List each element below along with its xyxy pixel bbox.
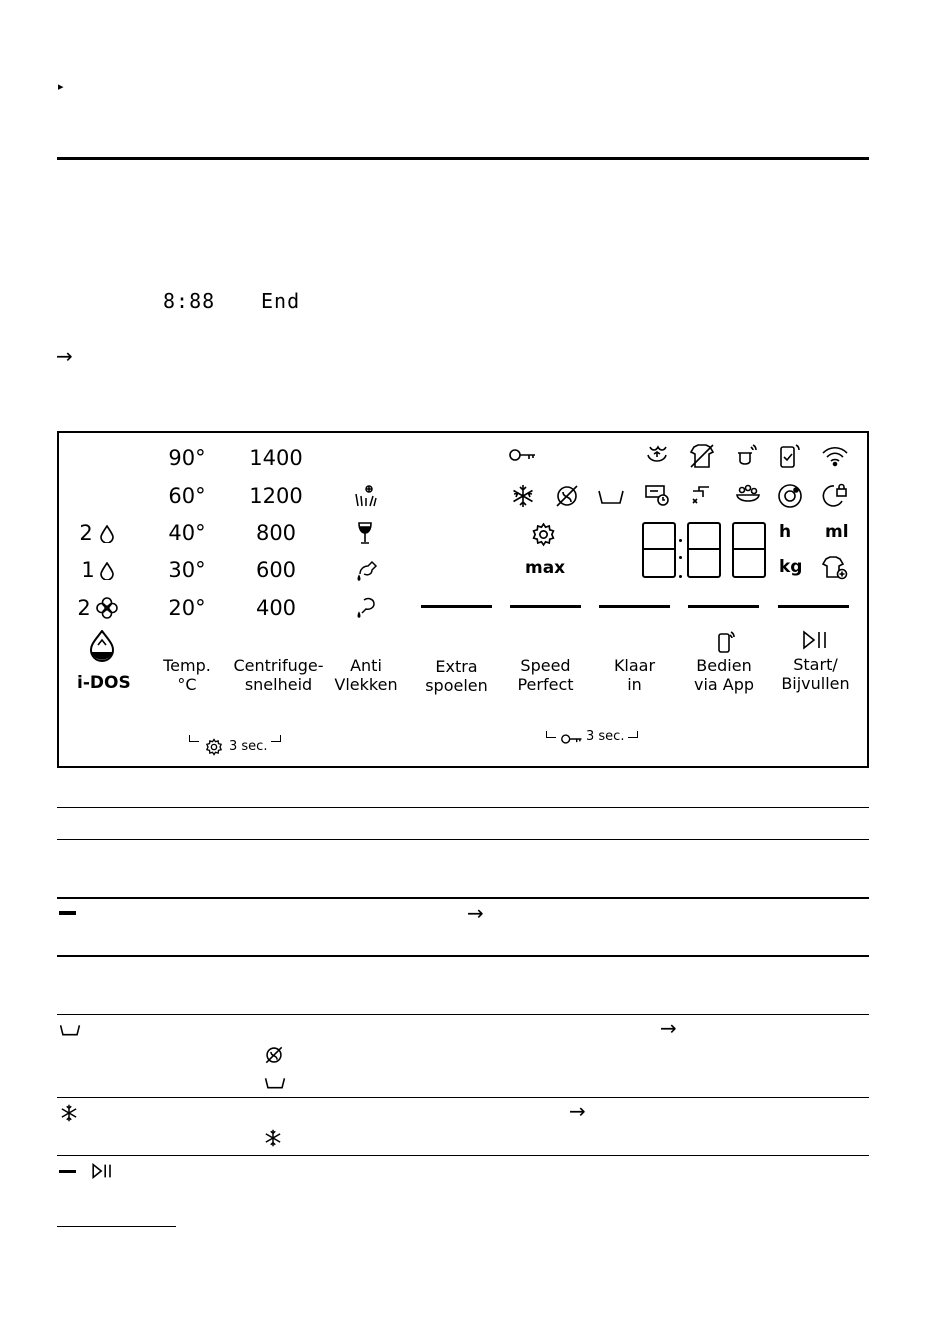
temp-90[interactable]: 90° xyxy=(168,446,206,470)
drum-clean-icon xyxy=(777,483,803,509)
wine-stain-icon xyxy=(356,521,374,545)
play-pause-icon xyxy=(91,1163,113,1179)
stain-button-label[interactable]: Anti Vlekken xyxy=(334,656,398,694)
spin-400[interactable]: 400 xyxy=(255,596,297,620)
ready-in-indicator xyxy=(599,605,670,608)
spin-800[interactable]: 800 xyxy=(255,521,297,545)
display-digit-3 xyxy=(732,522,766,578)
unit-hours: h xyxy=(779,522,792,542)
section-rule xyxy=(57,157,869,160)
key-icon xyxy=(509,448,537,462)
start-indicator xyxy=(778,605,849,608)
shirt-add-icon xyxy=(821,555,849,581)
dash-indicator-icon xyxy=(59,911,76,915)
unit-ml: ml xyxy=(825,522,849,542)
table-rule xyxy=(57,807,869,808)
display-dot xyxy=(679,556,682,559)
table-rule xyxy=(57,839,869,840)
hold-corner-right xyxy=(271,735,281,742)
arrow-icon: → xyxy=(569,1099,586,1123)
snowflake-icon xyxy=(511,484,535,508)
play-pause-icon xyxy=(802,630,828,650)
spin-1400[interactable]: 1400 xyxy=(249,446,303,470)
unit-kg: kg xyxy=(779,557,803,577)
key-icon xyxy=(561,733,583,745)
display-dot xyxy=(679,575,682,578)
temp-40[interactable]: 40° xyxy=(168,521,206,545)
pre-wash-icon xyxy=(264,1076,286,1090)
temp-20[interactable]: 20° xyxy=(168,596,206,620)
no-spin-icon xyxy=(554,483,580,509)
no-iron-icon xyxy=(689,443,715,469)
max-indicator: max xyxy=(525,558,566,578)
drop-icon xyxy=(100,525,114,543)
hold-corner-left xyxy=(546,731,556,738)
extra-rinse-button-label[interactable]: Extra spoelen xyxy=(425,657,488,695)
hold-settings-label: 3 sec. xyxy=(229,739,268,754)
hold-lock-label: 3 sec. xyxy=(586,729,625,744)
display-digit-2 xyxy=(687,522,721,578)
control-panel xyxy=(57,431,869,768)
display-glyph-time: 8:88 xyxy=(163,289,216,313)
hold-corner-left xyxy=(189,735,199,742)
speed-perfect-indicator xyxy=(510,605,581,608)
idos-label: i-DOS xyxy=(77,673,131,693)
snowflake-icon xyxy=(60,1104,78,1122)
table-rule xyxy=(57,1155,869,1156)
blood-stain-icon xyxy=(354,596,378,620)
table-rule xyxy=(57,897,869,899)
pre-wash-icon xyxy=(597,489,625,505)
temp-30[interactable]: 30° xyxy=(168,558,206,582)
drop-icon xyxy=(100,562,114,580)
gear-icon xyxy=(531,522,556,547)
ready-in-button-label[interactable]: Klaar in xyxy=(613,656,656,694)
start-button-label[interactable]: Start/ Bijvullen xyxy=(781,655,850,693)
extra-rinse-indicator xyxy=(421,605,492,608)
wifi-icon xyxy=(821,445,849,467)
tap-icon xyxy=(689,483,715,507)
phone-check-icon xyxy=(779,443,801,469)
table-rule xyxy=(57,1097,869,1098)
phone-app-icon xyxy=(717,630,735,654)
flower-icon xyxy=(95,596,119,620)
bullet-marker: ▸ xyxy=(58,80,64,93)
table-rule xyxy=(57,955,869,957)
timer-display-icon xyxy=(644,483,670,507)
display-digit-1 xyxy=(642,522,676,578)
grass-stain-icon xyxy=(354,484,378,508)
spin-600[interactable]: 600 xyxy=(255,558,297,582)
arrow-icon: → xyxy=(56,344,73,368)
idos-count-3: 2 xyxy=(77,596,91,620)
hold-corner-right xyxy=(628,731,638,738)
basket-bubbles-icon xyxy=(734,483,762,507)
spin-button-label[interactable]: Centrifuge- snelheid xyxy=(233,656,324,694)
display-dot xyxy=(679,539,682,542)
connect-icon xyxy=(735,443,759,469)
app-indicator xyxy=(688,605,759,608)
oil-stain-icon xyxy=(354,558,378,582)
idos-tank-icon xyxy=(89,630,115,662)
speed-perfect-button-label[interactable]: Speed Perfect xyxy=(517,656,574,694)
table-rule xyxy=(57,1014,869,1015)
no-spin-icon xyxy=(264,1045,284,1065)
child-lock-icon xyxy=(822,483,848,509)
arrow-icon: → xyxy=(467,901,484,925)
footnote-rule xyxy=(57,1226,176,1227)
dash-indicator-icon xyxy=(59,1170,76,1173)
display-glyph-end: End xyxy=(261,289,301,313)
idos-count-1: 2 xyxy=(79,521,93,545)
spin-1200[interactable]: 1200 xyxy=(249,484,303,508)
app-button-label[interactable]: Bedien via App xyxy=(693,656,755,694)
arrow-icon: → xyxy=(660,1016,677,1040)
pre-wash-icon xyxy=(59,1023,81,1037)
gear-icon xyxy=(205,738,223,756)
idos-count-2: 1 xyxy=(81,558,95,582)
temp-60[interactable]: 60° xyxy=(168,484,206,508)
shirt-check-icon xyxy=(644,443,670,469)
temp-button-label[interactable]: Temp. °C xyxy=(163,656,211,694)
snowflake-icon xyxy=(264,1129,282,1147)
